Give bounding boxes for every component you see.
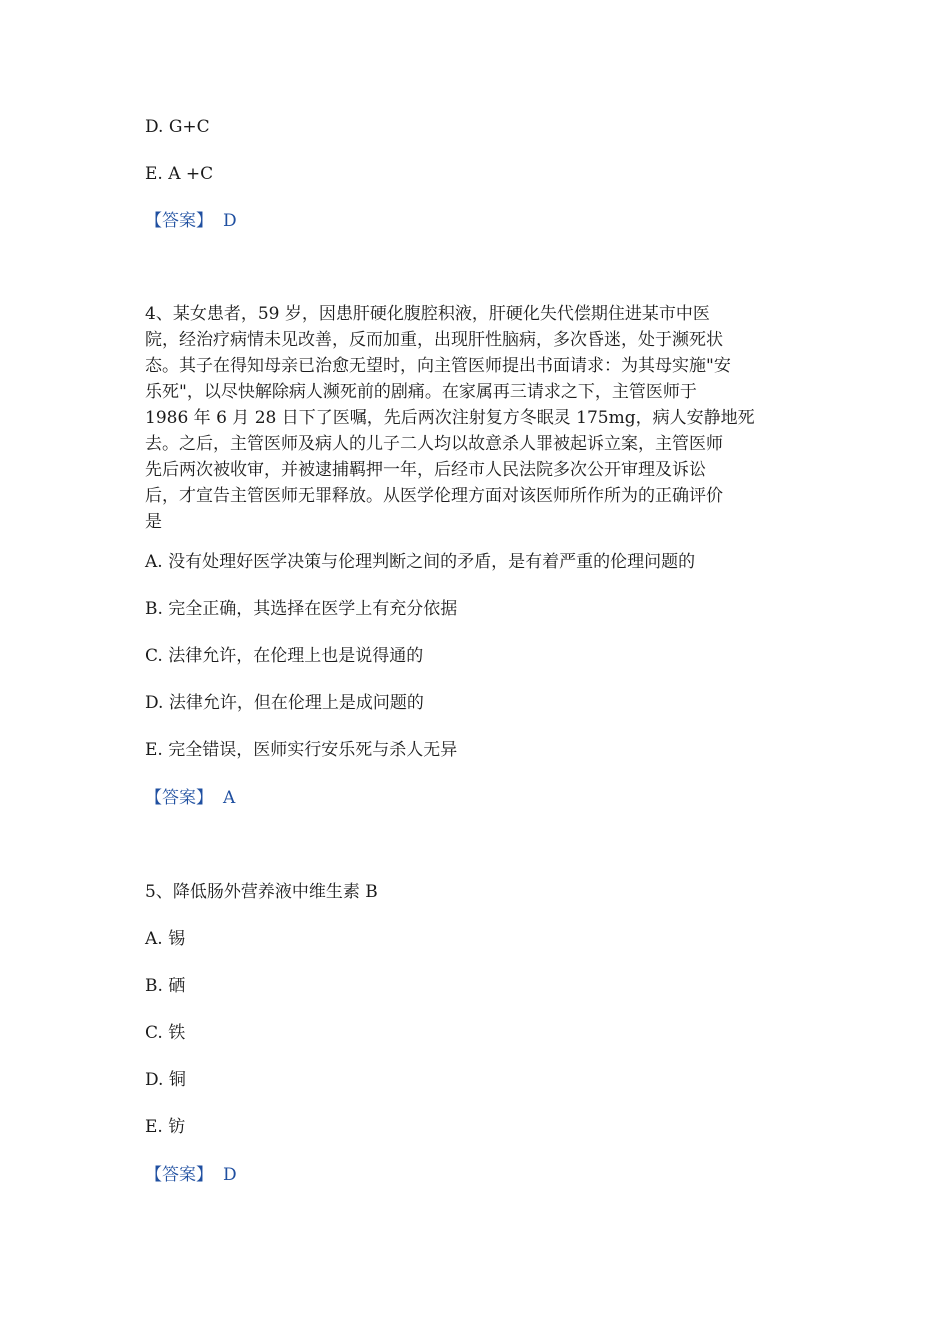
q5-stem: 5、降低肠外营养液中维生素 B [145, 882, 378, 902]
q4-stem [145, 301, 810, 535]
answer-label: 【答案】 [145, 211, 213, 231]
q4-stem-line: 4、某女患者，59 岁，因患肝硬化腹腔积液，肝硬化失代偿期住进某市中医 [145, 304, 710, 324]
q5-option-a: A. 锡 [145, 929, 186, 949]
q4-answer [145, 788, 235, 808]
q4-stem-line: 先后两次被收审，并被逮捕羁押一年，后经市人民法院多次公开审理及诉讼 [145, 460, 706, 480]
q5-option-c: C. 铁 [145, 1023, 186, 1043]
answer-label: 【答案】 [145, 788, 213, 808]
answer-value: D [223, 211, 237, 231]
q3-option-d: D. G+C [145, 117, 210, 137]
q3-option-e: E. A +C [145, 164, 214, 184]
answer-value: A [223, 788, 236, 808]
q4-stem-line: 态。其子在得知母亲已治愈无望时，向主管医师提出书面请求：为其母实施"安 [145, 356, 731, 376]
q4-stem-line: 1986 年 6 月 28 日下了医嘱，先后两次注射复方冬眠灵 175mg，病人安静地死 [145, 408, 755, 428]
q4-option-d: D. 法律允许，但在伦理上是成问题的 [145, 693, 424, 713]
q4-stem-line: 后，才宣告主管医师无罪释放。从医学伦理方面对该医师所作所为的正确评价 [145, 486, 723, 506]
q3-answer [145, 211, 237, 231]
q4-option-a: A. 没有处理好医学决策与伦理判断之间的矛盾，是有着严重的伦理问题的 [145, 552, 696, 572]
q4-option-b: B. 完全正确，其选择在医学上有充分依据 [145, 599, 458, 619]
q5-option-b: B. 硒 [145, 976, 186, 996]
q5-answer [145, 1165, 237, 1185]
q4-stem-line: 是 [145, 512, 162, 532]
answer-value: D [223, 1165, 237, 1185]
q4-stem-line: 院，经治疗病情未见改善，反而加重，出现肝性脑病，多次昏迷，处于濒死状 [145, 330, 723, 350]
q5-option-e: E. 钫 [145, 1117, 186, 1137]
q4-option-c: C. 法律允许，在伦理上也是说得通的 [145, 646, 424, 666]
answer-label: 【答案】 [145, 1165, 213, 1185]
q4-stem-line: 去。之后，主管医师及病人的儿子二人均以故意杀人罪被起诉立案，主管医师 [145, 434, 723, 454]
q5-option-d: D. 铜 [145, 1070, 186, 1090]
q4-option-e: E. 完全错误，医师实行安乐死与杀人无异 [145, 740, 458, 760]
q4-stem-line: 乐死"，以尽快解除病人濒死前的剧痛。在家属再三请求之下，主管医师于 [145, 382, 697, 402]
